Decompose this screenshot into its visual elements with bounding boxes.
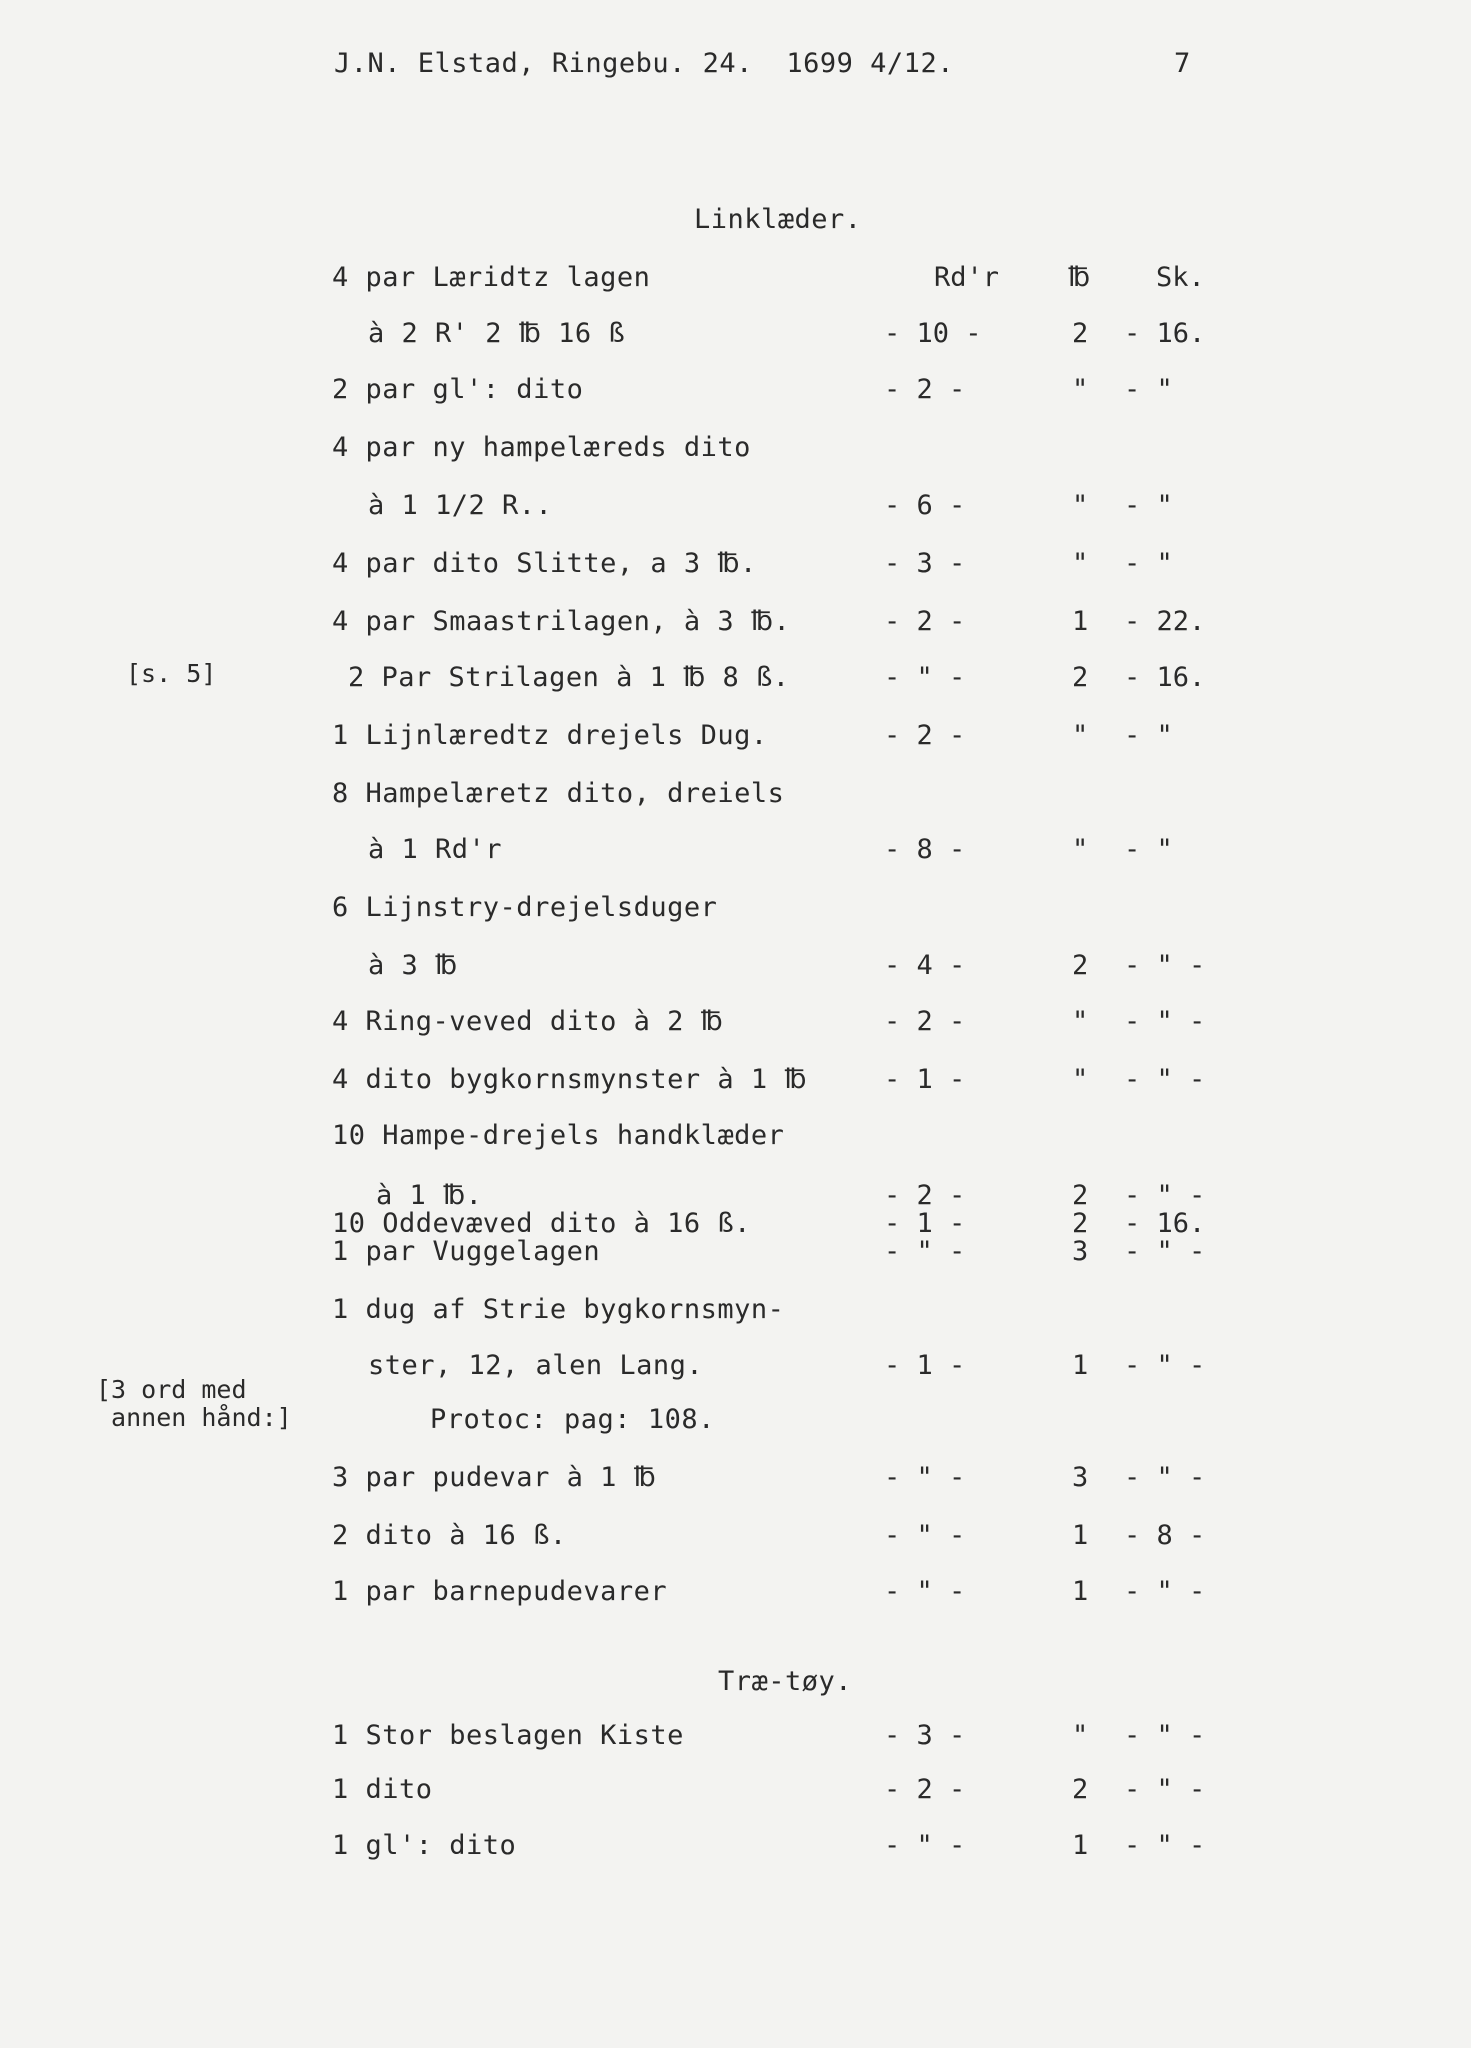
entry-value-rdr: - " - <box>884 1520 966 1551</box>
entry-value-pund: 2 <box>1072 1208 1089 1239</box>
entry-description: 4 Ring-veved dito à 2 ℔ <box>332 1006 724 1037</box>
entry-value-sk: - 8 - <box>1124 1520 1206 1551</box>
entry-description: 2 dito à 16 ß. <box>332 1520 567 1551</box>
margin-note-other-hand: [3 ord med annen hånd:] <box>96 1375 292 1432</box>
entry-value-pund: 1 <box>1072 1830 1089 1861</box>
entry-value-pund: " <box>1072 1006 1089 1037</box>
section-title-linklaeder: Linklæder. <box>694 204 862 235</box>
entry-description: 1 Lijnlæredtz drejels Dug. <box>332 720 768 751</box>
entry-description: à 1 1/2 R.. <box>368 490 553 521</box>
entry-description: 1 Stor beslagen Kiste <box>332 1720 684 1751</box>
entry-value-pund: 1 <box>1072 1350 1089 1381</box>
entry-description: 1 par barnepudevarer <box>332 1576 668 1607</box>
entry-value-sk: - " - <box>1124 1830 1206 1861</box>
entry-value-sk: - 16. <box>1124 1208 1206 1239</box>
column-header-rdr: Rd'r <box>934 262 1000 293</box>
column-header-sk: Sk. <box>1156 262 1205 293</box>
entry-description: 4 dito bygkornsmynster à 1 ℔ <box>332 1064 807 1095</box>
entry-description: 4 par Smaastrilagen, à 3 ℔. <box>332 606 791 637</box>
entry-value-sk: - " - <box>1124 1180 1206 1211</box>
entry-value-sk: - " <box>1124 548 1173 579</box>
entry-value-pund: 1 <box>1072 1576 1089 1607</box>
entry-value-rdr: - 3 - <box>884 548 966 579</box>
entry-value-pund: " <box>1072 374 1089 405</box>
entry-description: à 3 ℔ <box>368 950 458 981</box>
entry-value-sk: - 16. <box>1124 662 1206 693</box>
entry-value-sk: - " - <box>1124 950 1206 981</box>
entry-value-pund: 2 <box>1072 1180 1089 1211</box>
entry-description: 4 par ny hampelæreds dito <box>332 432 751 463</box>
entry-value-sk: - " - <box>1124 1006 1206 1037</box>
entry-value-rdr: - " - <box>884 1830 966 1861</box>
entry-description: 2 par gl': dito <box>332 374 584 405</box>
entry-description: 4 par dito Slitte, a 3 ℔. <box>332 548 757 579</box>
entry-value-sk: - " - <box>1124 1462 1206 1493</box>
entry-value-rdr: - " - <box>884 662 966 693</box>
entry-description: 10 Oddevæved dito à 16 ß. <box>332 1208 751 1239</box>
document-header: J.N. Elstad, Ringebu. 24. 1699 4/12. <box>334 48 954 79</box>
entry-value-pund: 2 <box>1072 662 1089 693</box>
entry-value-rdr: - 1 - <box>884 1350 966 1381</box>
entry-description: à 2 R' 2 ℔ 16 ß <box>368 318 626 349</box>
entry-value-pund: " <box>1072 1720 1089 1751</box>
entry-value-rdr: - " - <box>884 1236 966 1267</box>
entry-description: 3 par pudevar à 1 ℔ <box>332 1462 657 1493</box>
entry-value-pund: 1 <box>1072 606 1089 637</box>
entry-value-pund: " <box>1072 548 1089 579</box>
entry-description: ster, 12, alen Lang. <box>368 1350 704 1381</box>
entry-value-rdr: - 3 - <box>884 1720 966 1751</box>
entry-value-pund: 3 <box>1072 1462 1089 1493</box>
entry-description: Protoc: pag: 108. <box>430 1404 715 1435</box>
entry-value-sk: - " - <box>1124 1064 1206 1095</box>
entry-value-rdr: - 2 - <box>884 1774 966 1805</box>
column-header-pund: ℔ <box>1068 262 1091 293</box>
entry-value-pund: " <box>1072 1064 1089 1095</box>
entry-value-pund: 3 <box>1072 1236 1089 1267</box>
entry-value-rdr: - " - <box>884 1462 966 1493</box>
entry-value-rdr: - 6 - <box>884 490 966 521</box>
entry-value-sk: - 22. <box>1124 606 1206 637</box>
entry-description: 6 Lijnstry-drejelsduger <box>332 892 718 923</box>
entry-value-sk: - " - <box>1124 1774 1206 1805</box>
section-title-traetoy: Træ-tøy. <box>718 1666 853 1697</box>
entry-description: 8 Hampelæretz dito, dreiels <box>332 778 785 809</box>
entry-value-rdr: - 8 - <box>884 834 966 865</box>
page-number: 7 <box>1174 48 1191 79</box>
entry-description: à 1 Rd'r <box>368 834 503 865</box>
entry-value-sk: - " <box>1124 374 1173 405</box>
entry-value-pund: 1 <box>1072 1520 1089 1551</box>
entry-value-rdr: - 2 - <box>884 720 966 751</box>
entry-description: 1 par Vuggelagen <box>332 1236 601 1267</box>
entry-value-pund: 2 <box>1072 318 1089 349</box>
entry-value-sk: - " - <box>1124 1720 1206 1751</box>
entry-value-rdr: - 4 - <box>884 950 966 981</box>
entry-value-rdr: - 1 - <box>884 1208 966 1239</box>
entry-value-sk: - " <box>1124 720 1173 751</box>
entry-value-pund: 2 <box>1072 950 1089 981</box>
entry-description: 2 Par Strilagen à 1 ℔ 8 ß. <box>348 662 790 693</box>
entry-value-sk: - " <box>1124 834 1173 865</box>
entry-description: 10 Hampe-drejels handklæder <box>332 1120 785 1151</box>
entry-value-sk: - " - <box>1124 1236 1206 1267</box>
entry-value-rdr: - 2 - <box>884 606 966 637</box>
entry-value-pund: 2 <box>1072 1774 1089 1805</box>
entry-value-pund: " <box>1072 490 1089 521</box>
entry-value-rdr: - 2 - <box>884 374 966 405</box>
entry-value-rdr: - " - <box>884 1576 966 1607</box>
entry-value-rdr: - 1 - <box>884 1064 966 1095</box>
entry-description: à 1 ℔. <box>376 1180 483 1211</box>
entry-value-rdr: - 10 - <box>884 318 982 349</box>
entry-value-sk: - " <box>1124 490 1173 521</box>
entry-value-sk: - 16. <box>1124 318 1206 349</box>
entry-description: 1 gl': dito <box>332 1830 517 1861</box>
entry-value-rdr: - 2 - <box>884 1180 966 1211</box>
entry-value-sk: - " - <box>1124 1350 1206 1381</box>
entry-value-sk: - " - <box>1124 1576 1206 1607</box>
entry-description: 1 dug af Strie bygkornsmyn- <box>332 1294 785 1325</box>
entry-value-pund: " <box>1072 834 1089 865</box>
entry-description: 1 dito <box>332 1774 433 1805</box>
entry-value-rdr: - 2 - <box>884 1006 966 1037</box>
margin-note-page-ref: [s. 5] <box>126 659 217 688</box>
entry-description: 4 par Læridtz lagen <box>332 262 651 293</box>
entry-value-pund: " <box>1072 720 1089 751</box>
